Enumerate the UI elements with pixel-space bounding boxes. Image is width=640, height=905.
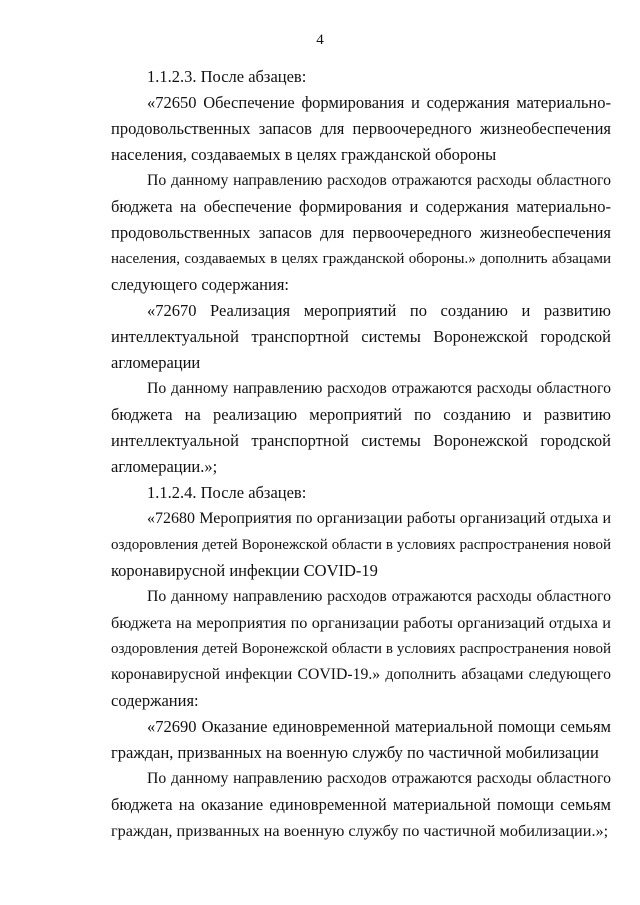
text-line: 1.1.2.4. После абзацев: [147, 483, 307, 502]
text-line: содержания: [111, 691, 199, 710]
text-line: По данному направлению расходов отражаются расходы областного [147, 172, 611, 189]
page-number: 4 [316, 32, 324, 48]
text-line: населения, создаваемых в целях гражданской обороны.» дополнить абзацами [111, 251, 611, 267]
text-line: оздоровления детей Воронежской области в условиях распространения новой [111, 641, 611, 657]
document-body [111, 64, 611, 844]
text-line: бюджета на обеспечение формирования и содержания материально- [111, 197, 611, 216]
text-line: коронавирусной инфекции COVID-19 [111, 561, 378, 580]
text-line: агломерации.»; [111, 457, 218, 476]
text-line: продовольственных запасов для первоочередного жизнеобеспечения [111, 119, 611, 138]
text-line: агломерации [111, 353, 201, 372]
text-line: следующего содержания: [111, 275, 290, 294]
text-line: интеллектуальной транспортной системы Воронежской городской [111, 431, 611, 450]
text-line: граждан, призванных на военную службу по частичной мобилизации [111, 743, 599, 762]
text-line: 1.1.2.3. После абзацев: [147, 67, 307, 86]
text-line: «72650 Обеспечение формирования и содержания материально- [147, 93, 611, 112]
text-line: «72670 Реализация мероприятий по созданию и развитию [147, 301, 611, 320]
text-line: По данному направлению расходов отражаются расходы областного [147, 588, 611, 605]
text-line: населения, создаваемых в целях гражданской обороны [111, 145, 497, 164]
text-line: бюджета на реализацию мероприятий по созданию и развитию [111, 405, 611, 424]
text-line: оздоровления детей Воронежской области в условиях распространения новой [111, 537, 611, 553]
text-line: бюджета на мероприятия по организации работы организаций отдыха и [111, 614, 611, 632]
text-line: «72690 Оказание единовременной материальной помощи семьям [147, 717, 611, 736]
text-line: По данному направлению расходов отражаются расходы областного [147, 380, 611, 397]
text-line: продовольственных запасов для первоочередного жизнеобеспечения [111, 223, 611, 242]
text-line: коронавирусной инфекции COVID-19.» дополнить абзацами следующего [111, 666, 611, 683]
text-line: граждан, призванных на военную службу по частичной мобилизации.»; [111, 822, 609, 840]
text-line: «72680 Мероприятия по организации работы организаций отдыха и [147, 510, 611, 527]
text-line: По данному направлению расходов отражаются расходы областного [147, 770, 611, 787]
text-line: интеллектуальной транспортной системы Воронежской городской [111, 327, 611, 346]
text-line: бюджета на оказание единовременной материальной помощи семьям [111, 795, 611, 814]
